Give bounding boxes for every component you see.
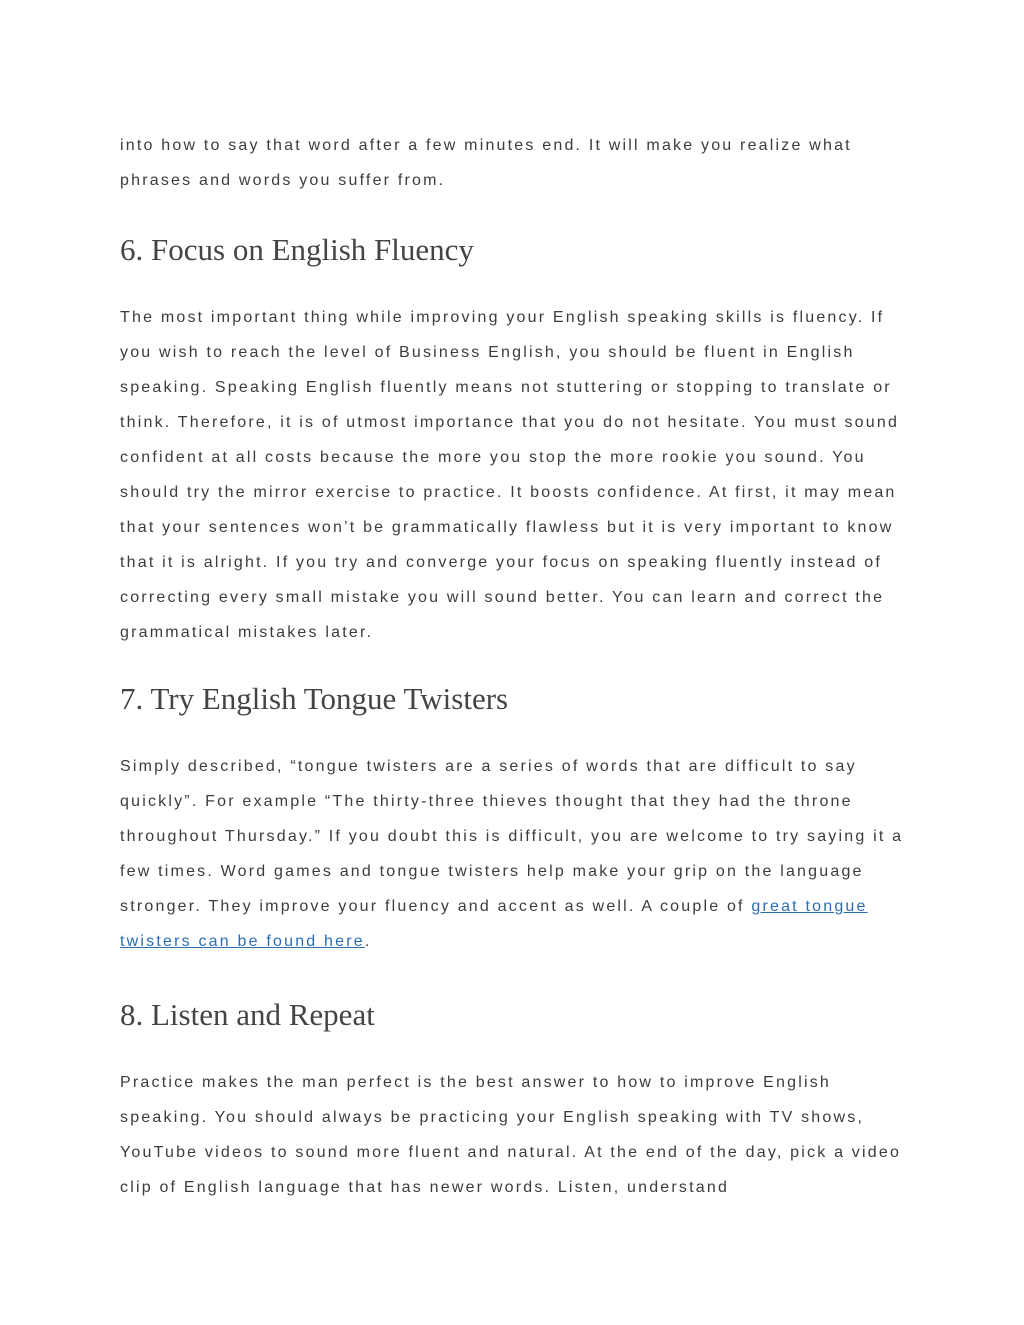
section-paragraph-tongue-twisters <box>120 749 910 959</box>
tongue-twisters-link[interactable]: great tongue twisters can be found here <box>120 898 868 950</box>
section-heading-listen-and-repeat: 8. Listen and Repeat <box>120 997 375 1032</box>
section-paragraph-focus-on-fluency: The most important thing while improving your English speaking skills is fluency. If you wish to reach the level of Business English, you should be fluent in English speaking. Speaking English fluently means not stuttering or stopping to translate or think. Therefore, it is of utmost importance that you do not hesitate. You must sound confident at all costs because the more you stop the more rookie you sound. You should try the mirror exercise to practice. It boosts confidence. At first, it may mean that your sentences won’t be grammatically flawless but it is very important to know that it is alright. If you try and converge your focus on speaking fluently instead of correcting every small mistake you will sound better. You can learn and correct the grammatical mistakes later. <box>120 309 900 641</box>
section-heading-tongue-twisters: 7. Try English Tongue Twisters <box>120 681 509 716</box>
section-heading-focus-on-fluency: 6. Focus on English Fluency <box>120 232 474 267</box>
section-paragraph-listen-and-repeat: Practice makes the man perfect is the best answer to how to improve English speaking. You should always be practicing your English speaking with TV shows, YouTube videos to sound more fluent and natural. At the end of the day, pick a video clip of English language that has newer words. Listen, understand <box>120 1074 902 1196</box>
intro-paragraph: into how to say that word after a few minutes end. It will make you realize what phrases and words you suffer from. <box>120 137 852 189</box>
paragraph-text-after-link: . <box>364 933 372 950</box>
paragraph-text-before-link: Simply described, “tongue twisters are a series of words that are difficult to say quickly”. For example “The thirty-three thieves thought that they had the throne throughout Thursday.” If you doubt this is difficult, you are welcome to try saying it a few times. Word games and tongue twisters help make your grip on the language stronger. They improve your fluency and accent as well. A couple of <box>120 758 904 915</box>
document-page <box>120 128 910 1205</box>
